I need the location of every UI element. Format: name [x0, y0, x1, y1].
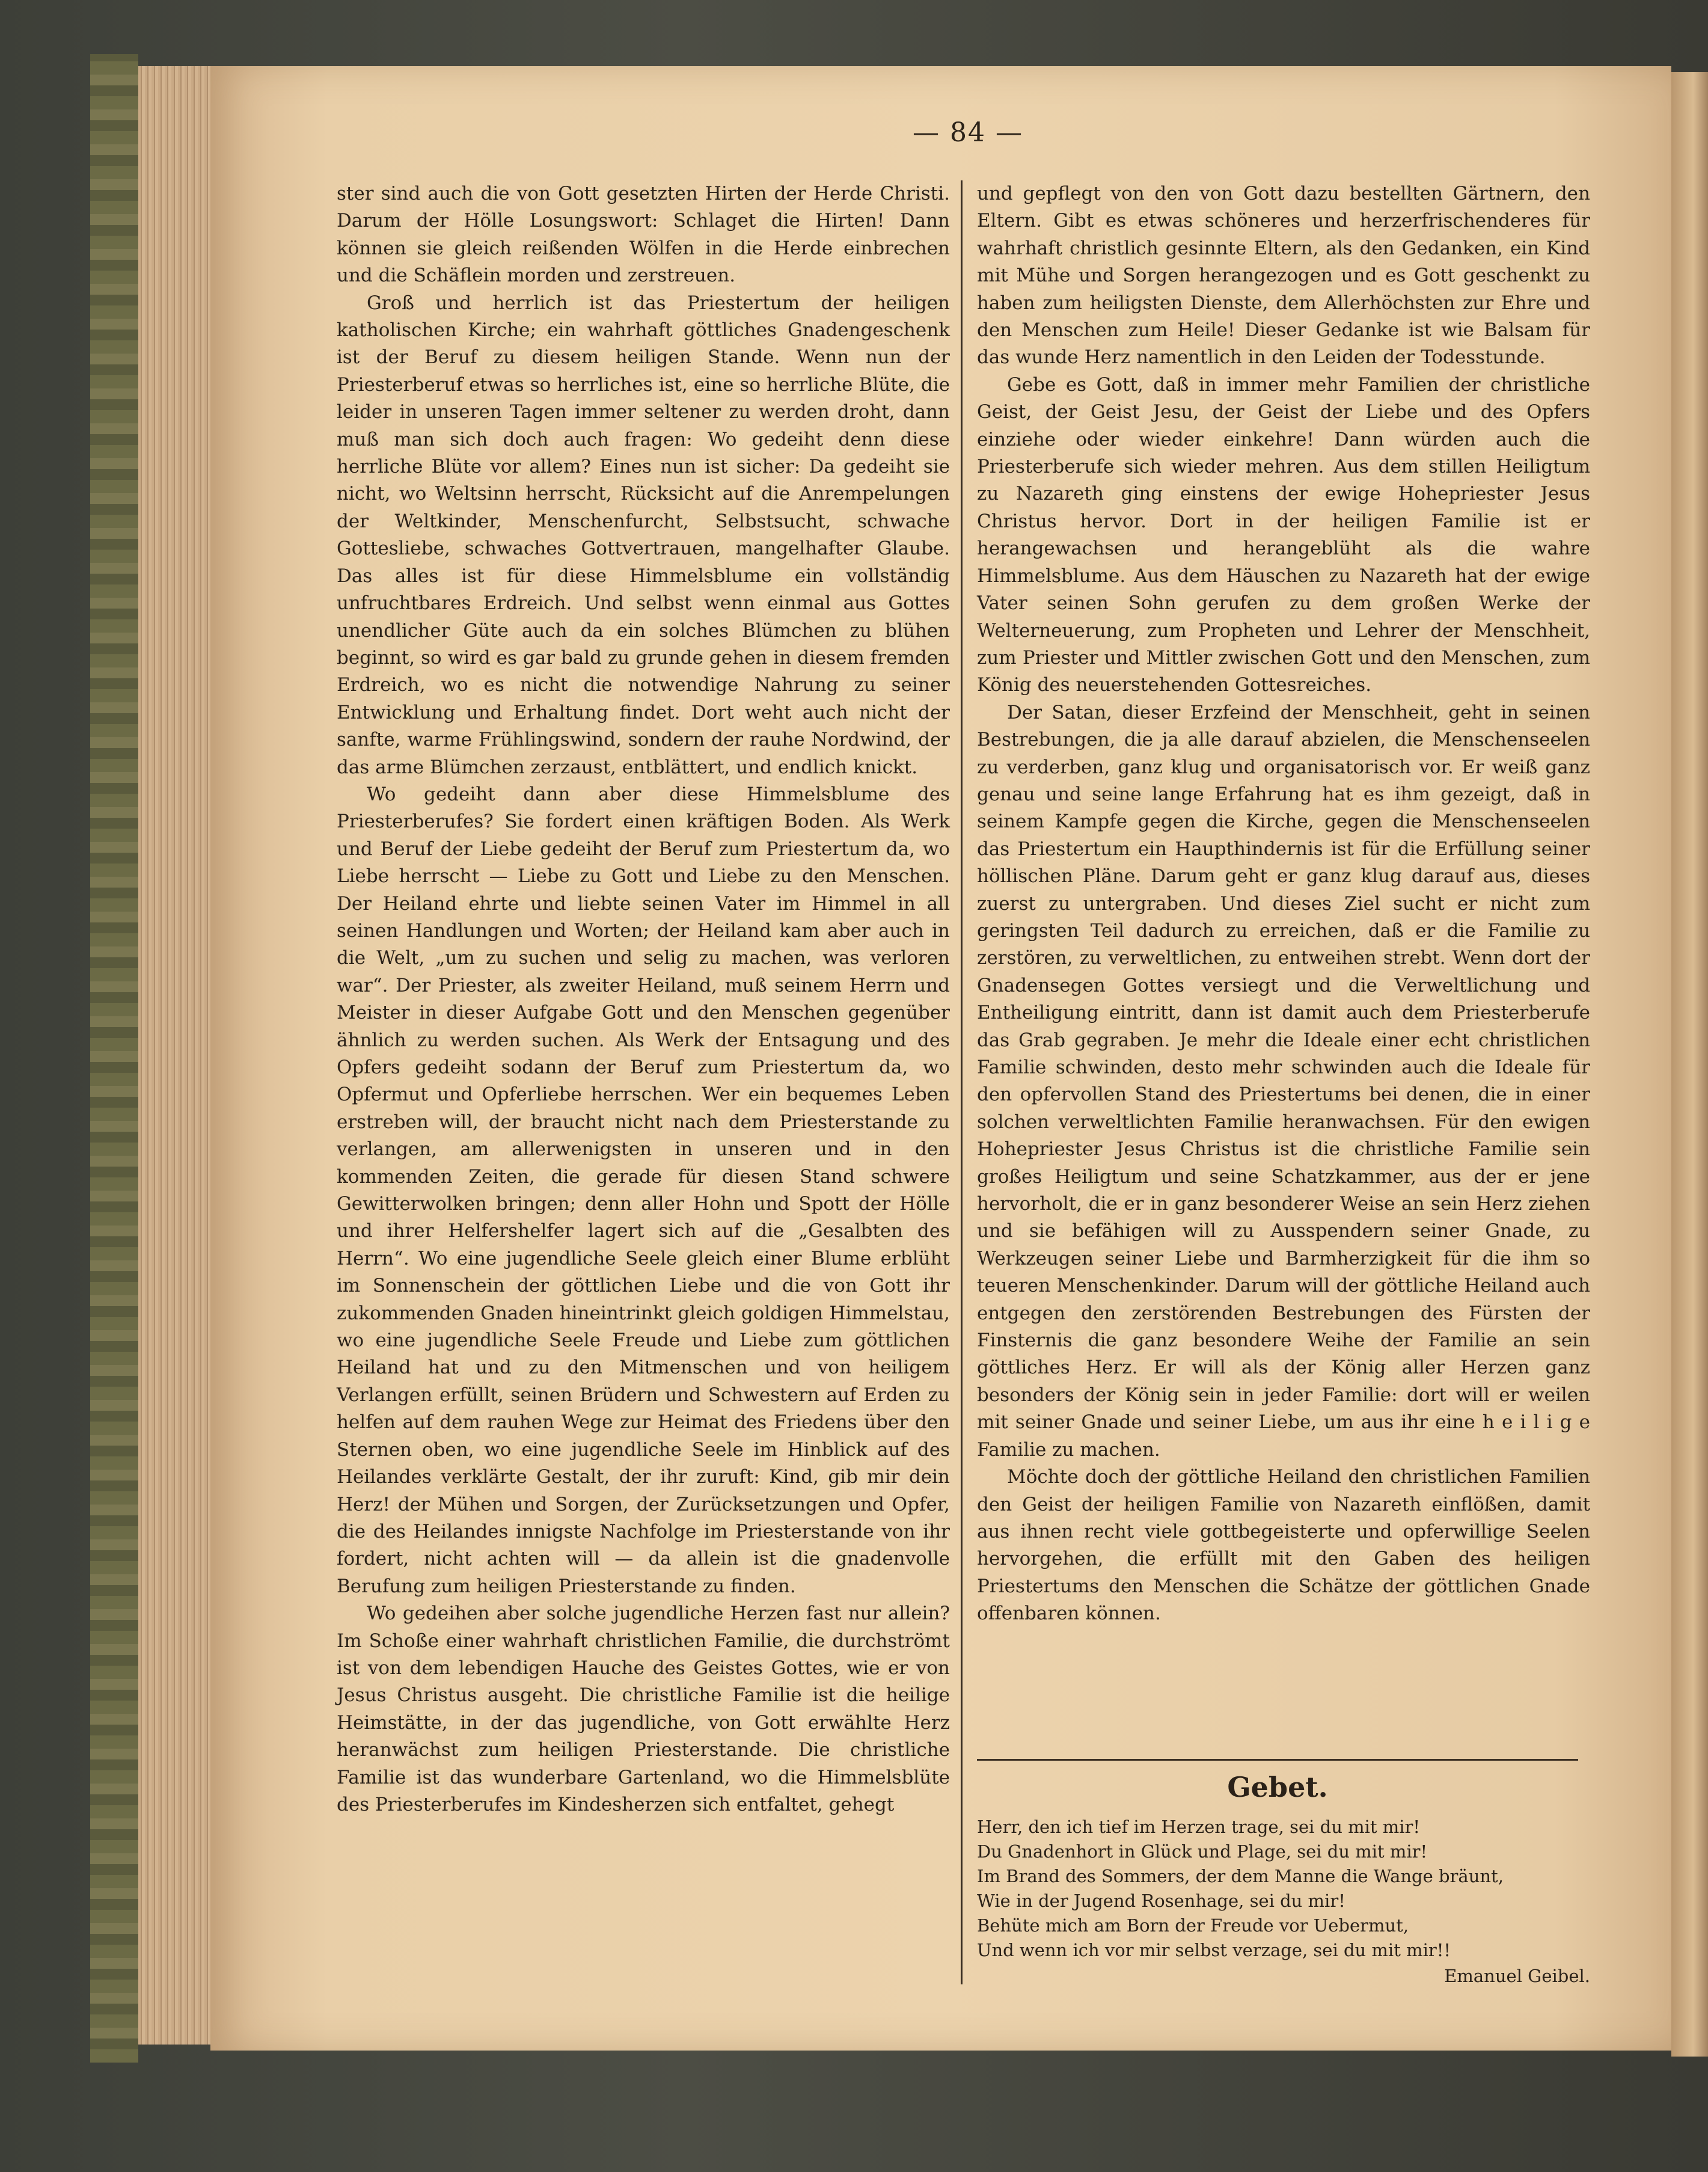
right-column	[977, 180, 1590, 1628]
prayer-title: Gebet.	[1227, 1771, 1328, 1803]
prayer-poem	[977, 1815, 1590, 1989]
prayer-line: Herr, den ich tief im Herzen trage, sei du mit mir!	[977, 1817, 1421, 1837]
left-paragraph-4: Wo gedeihen aber solche jugendliche Herzen fast nur allein? Im Schoße einer wahrhaft christlichen Familie, die durchströmt ist von dem lebendigen Hauche des Geistes Gottes, wie er von Jesus Christus ausgeht. Die christliche Familie ist die heilige Heimstätte, in der das jugendliche, von Gott erwählte Herz heranwächst zum heiligen Priesterstande. Die christliche Familie ist das wunderbare Gartenland, wo die Himmelsblüte des Priesterberufes im Kindesherzen sich entfaltet, gehegt	[337, 1603, 950, 1815]
book-spine	[90, 54, 138, 2063]
page-edges-left	[138, 66, 222, 2045]
left-column	[337, 180, 950, 1818]
right-paragraph-4: Möchte doch der göttliche Heiland den christlichen Familien den Geist der heiligen Familie von Nazareth einflößen, damit aus ihnen recht viele gottbegeisterte und opferwillige Seelen hervorgehen, die erfüllt mit den Gaben des heiligen Priestertums den Menschen die Schätze der göttlichen Gnade offenbaren können.	[977, 1466, 1590, 1625]
right-paragraph-2: Gebe es Gott, daß in immer mehr Familien der christliche Geist, der Geist Jesu, der Geist der Liebe und des Opfers einziehe oder wieder einkehre! Dann würden auch die Priesterberufe sich wieder mehren. Aus dem stillen Heiligtum zu Nazareth ging einstens der ewige Hohepriester Jesus Christus hervor. Dort in der heiligen Familie ist er herangewachsen und herangeblüht als die wahre Himmelsblume. Aus dem Häuschen zu Nazareth hat der ewige Vater seinen Sohn gerufen zu dem großen Werke der Welterneuerung, zum Propheten und Lehrer der Menschheit, zum Priester und Mittler zwischen Gott und den Menschen, zum König des neuerstehenden Gottesreiches.	[977, 373, 1590, 696]
right-paragraph-3: Der Satan, dieser Erzfeind der Menschheit, geht in seinen Bestrebungen, die ja alle darauf abzielen, die Menschenseelen zu verderben, ganz klug und organisatorisch vor. Er weiß ganz genau und seine lange Erfahrung hat es ihm gezeigt, daß in seinem Kampfe gegen die Kirche, gegen die Menschenseelen das Priestertum ein Haupthindernis ist für die Erfüllung seiner höllischen Pläne. Darum geht er ganz klug darauf aus, dieses zuerst zu untergraben. Und dieses Ziel sucht er nicht zum geringsten Teil dadurch zu erreichen, daß er die Familie zu zerstören, zu verweltlichen, zu entweihen strebt. Wenn dort der Gnadensegen Gottes versiegt und die Verweltlichung und Entheiligung eintritt, dann ist damit auch dem Priesterberufe das Grab gegraben. Je mehr die Ideale einer echt christlichen Familie schwinden, desto mehr schwinden auch die Ideale für den opfervollen Stand des Priestertums bei denen, die in einer solchen verweltlichten Familie heranwachsen. Für den ewigen Hohepriester Jesus Christus ist die christliche Familie sein großes Heiligtum und seine Schatzkammer, aus der er jene hervorholt, die er in ganz besonderer Weise an sein Herz ziehen und sie befähigen will zu Ausspendern seiner Gnade, zu Werkzeugen seiner Liebe und Barmherzigkeit für die ihm so teueren Menschenkinder. Darum will der göttliche Heiland auch entgegen den zerstörenden Bestrebungen des Fürsten der Finsternis die ganz besondere Weihe der Familie an sein göttliches Herz. Er will als der König aller Herzen ganz besonders der König sein in jeder Familie: dort will er weilen mit seiner Gnade und seiner Liebe, um aus ihr eine h e i l i g e Familie zu machen.	[977, 701, 1590, 1461]
prayer-line: Wie in der Jugend Rosenhage, sei du mir!	[977, 1891, 1345, 1911]
left-paragraph-2: Groß und herrlich ist das Priestertum der heiligen katholischen Kirche; ein wahrhaft göttliches Gnadengeschenk ist der Beruf zu diesem heiligen Stande. Wenn nun der Priesterberuf etwas so herrliches ist, eine so herrliche Blüte, die leider in unseren Tagen immer seltener zu werden droht, dann muß man sich doch auch fragen: Wo gedeiht denn diese herrliche Blüte vor allem? Eines nun ist sicher: Da gedeiht sie nicht, wo Weltsinn herrscht, Rücksicht auf die Anrempelungen der Weltkinder, Menschenfurcht, Selbstsucht, schwache Gottesliebe, schwaches Gottvertrauen, mangelhafter Glaube. Das alles ist für diese Himmelsblume ein vollständig unfruchtbares Erdreich. Und selbst wenn einmal aus Gottes unendlicher Güte auch da ein solches Blümchen zu blühen beginnt, so wird es gar bald zu grunde gehen in diesem fremden Erdreich, wo es nicht die notwendige Nahrung zu seiner Entwicklung und Erhaltung findet. Dort weht auch nicht der sanfte, warme Frühlingswind, sondern der rauhe Nordwind, der das arme Blümchen zerzaust, entblättert, und endlich knickt.	[337, 292, 950, 778]
prayer-line: Und wenn ich vor mir selbst verzage, sei du mit mir!!	[977, 1940, 1451, 1960]
left-paragraph-1: ster sind auch die von Gott gesetzten Hirten der Herde Christi. Darum der Hölle Losungswort: Schlaget die Hirten! Dann können sie gleich reißenden Wölfen in die Herde einbrechen und die Schäflein morden und zerstreuen.	[337, 183, 950, 287]
page-edges-right	[1671, 72, 1708, 2057]
right-paragraph-1: und gepflegt von den von Gott dazu bestellten Gärtnern, den Eltern. Gibt es etwas schöneres und herzerfrischenderes für wahrhaft christlich gesinnte Eltern, als den Gedanken, ein Kind mit Mühe und Sorgen herangezogen und es Gott geschenkt zu haben zum heiligsten Dienste, dem Allerhöchsten zur Ehre und den Menschen zum Heile! Dieser Gedanke ist wie Balsam für das wunde Herz namentlich in den Leiden der Todesstunde.	[977, 183, 1590, 369]
prayer-separator	[977, 1759, 1578, 1761]
page-number: — 84 —	[913, 117, 1023, 148]
prayer-line: Du Gnadenhort in Glück und Plage, sei du mit mir!	[977, 1841, 1428, 1862]
column-divider	[961, 180, 963, 1984]
prayer-line: Behüte mich am Born der Freude vor Uebermut,	[977, 1915, 1409, 1936]
prayer-line: Im Brand des Sommers, der dem Manne die Wange bräunt,	[977, 1866, 1504, 1886]
left-paragraph-3: Wo gedeiht dann aber diese Himmelsblume des Priesterberufes? Sie fordert einen kräftigen Boden. Als Werk und Beruf der Liebe gedeiht der Beruf zum Priestertum da, wo Liebe herrscht — Liebe zu Gott und Liebe zu den Menschen. Der Heiland ehrte und liebte seinen Vater im Himmel in all seinen Handlungen und Worten; der Heiland kam aber auch in die Welt, „um zu suchen und selig zu machen, was verloren war“. Der Priester, als zweiter Heiland, muß seinem Herrn und Meister in dieser Aufgabe Gott und den Menschen gegenüber ähnlich zu werden suchen. Als Werk der Entsagung und des Opfers gedeiht sodann der Beruf zum Priestertum da, wo Opfermut und Opferliebe herrschen. Wer ein bequemes Leben erstreben will, der braucht nicht nach dem Priesterstande zu verlangen, am allerwenigsten in unseren und in den kommenden Zeiten, die gerade für diesen Stand schwere Gewitterwolken bringen; denn aller Hohn und Spott der Hölle und ihrer Helfershelfer lagert sich auf die „Gesalbten des Herrn“. Wo eine jugendliche Seele gleich einer Blume erblüht im Sonnenschein der göttlichen Liebe und die von Gott ihr zukommenden Gnaden hineintrinkt gleich goldigen Himmelstau, wo eine jugendliche Seele Freude und Liebe zum göttlichen Heiland hat und zu den Mitmenschen und von heiligem Verlangen erfüllt, seinen Brüdern und Schwestern auf Erden zu helfen auf dem rauhen Wege zur Heimat des Friedens über den Sternen oben, wo eine jugendliche Seele im Hinblick auf des Heilandes verklärte Gestalt, der ihr zuruft: Kind, gib mir dein Herz! der Mühen und Sorgen, der Zurücksetzungen und Opfer, die des Heilandes innigste Nachfolge im Priesterstande von ihr fordert, nicht achten will — da allein ist die gnadenvolle Berufung zum heiligen Priesterstande zu finden.	[337, 783, 950, 1597]
prayer-author: Emanuel Geibel.	[1444, 1966, 1590, 1986]
